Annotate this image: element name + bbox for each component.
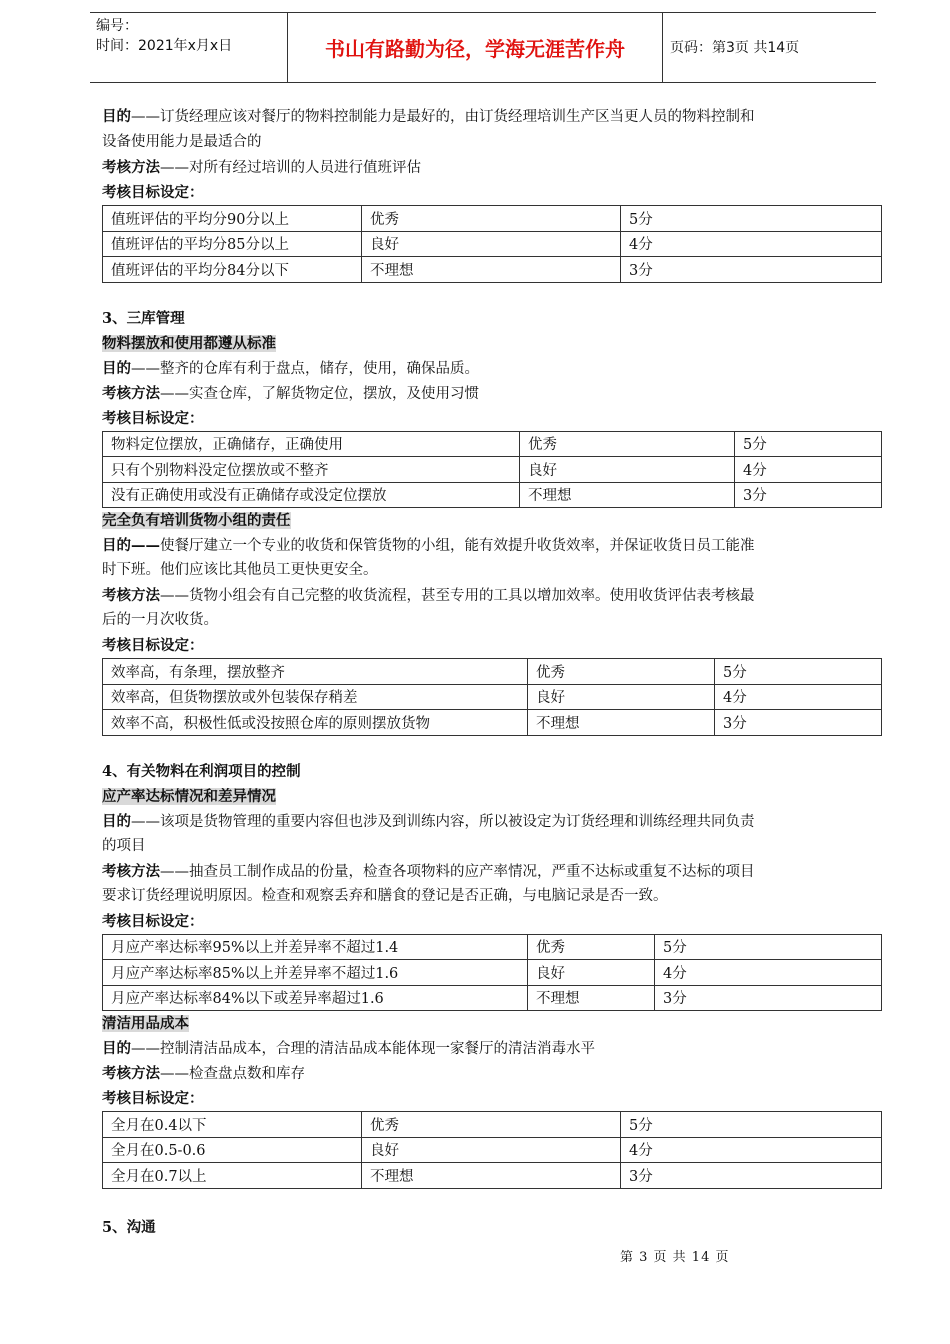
table-cell: 4分 bbox=[655, 960, 882, 986]
score-table-yield bbox=[102, 934, 882, 1012]
target-label: 考核目标设定： bbox=[102, 409, 204, 427]
table-cell: 不理想 bbox=[520, 482, 735, 508]
purpose-paragraph bbox=[102, 356, 882, 381]
table-row bbox=[103, 985, 882, 1011]
table-cell: 3分 bbox=[621, 1163, 882, 1189]
table-cell: 5分 bbox=[621, 1112, 882, 1138]
table-cell: 全月在0.4以下 bbox=[103, 1112, 362, 1138]
table-row bbox=[103, 482, 882, 508]
method-paragraph bbox=[102, 381, 882, 406]
page-header bbox=[90, 12, 876, 83]
table-cell: 优秀 bbox=[362, 206, 621, 232]
table-cell: 4分 bbox=[621, 1137, 882, 1163]
table-row bbox=[103, 1137, 882, 1163]
table-cell: 5分 bbox=[715, 659, 882, 685]
header-page-number: 页码：第3页 共14页 bbox=[670, 40, 800, 56]
table-cell: 4分 bbox=[735, 457, 882, 483]
purpose-text-cont: 的项目 bbox=[102, 837, 146, 854]
table-cell: 良好 bbox=[528, 960, 655, 986]
table-cell: 值班评估的平均分85分以上 bbox=[103, 231, 362, 257]
table-cell: 5分 bbox=[735, 431, 882, 457]
table-cell: 3分 bbox=[735, 482, 882, 508]
table-cell: 5分 bbox=[621, 206, 882, 232]
table-row bbox=[103, 257, 882, 283]
table-cell: 3分 bbox=[715, 710, 882, 736]
table-row bbox=[103, 457, 882, 483]
purpose-text-cont: 时下班。他们应该比其他员工更快更安全。 bbox=[102, 562, 378, 578]
subsection-title: 应产率达标情况和差异情况 bbox=[102, 787, 276, 805]
table-cell: 良好 bbox=[528, 684, 715, 710]
method-paragraph bbox=[102, 859, 882, 884]
page-footer: 第 3 页 共 14 页 bbox=[620, 1250, 730, 1265]
table-row bbox=[103, 934, 882, 960]
table-cell: 效率高，但货物摆放或外包装保存稍差 bbox=[103, 684, 528, 710]
purpose-paragraph bbox=[102, 104, 882, 130]
table-row bbox=[103, 1163, 882, 1189]
purpose-label: 目的—— bbox=[102, 537, 160, 554]
section-heading-4: 4、有关物料在利润项目的控制 bbox=[102, 762, 301, 780]
table-cell: 月应产率达标率95%以上并差异率不超过1.4 bbox=[103, 934, 528, 960]
method-text: ——实查仓库，了解货物定位，摆放，及使用习惯 bbox=[160, 385, 479, 402]
table-cell: 月应产率达标率85%以上并差异率不超过1.6 bbox=[103, 960, 528, 986]
subsection-title: 完全负有培训货物小组的责任 bbox=[102, 512, 291, 529]
header-number: 编号： bbox=[96, 18, 138, 34]
method-label: 考核方法 bbox=[102, 384, 160, 402]
score-table-warehouse bbox=[102, 431, 882, 509]
score-table-cleaning bbox=[102, 1111, 882, 1189]
table-cell: 全月在0.5-0.6 bbox=[103, 1137, 362, 1163]
table-cell: 良好 bbox=[362, 231, 621, 257]
target-label: 考核目标设定： bbox=[102, 184, 204, 201]
purpose-text-cont: 设备使用能力是最适合的 bbox=[102, 134, 262, 150]
purpose-text: ——控制清洁品成本，合理的清洁品成本能体现一家餐厅的清洁消毒水平 bbox=[131, 1041, 595, 1057]
subsection-title: 清洁用品成本 bbox=[102, 1015, 189, 1032]
table-cell: 3分 bbox=[655, 985, 882, 1011]
method-label: 考核方法 bbox=[102, 1065, 160, 1082]
table-cell: 不理想 bbox=[528, 985, 655, 1011]
target-label: 考核目标设定： bbox=[102, 637, 204, 654]
purpose-label: 目的 bbox=[102, 812, 131, 830]
table-cell: 不理想 bbox=[528, 710, 715, 736]
method-paragraph bbox=[102, 583, 882, 608]
table-cell: 良好 bbox=[362, 1137, 621, 1163]
method-label: 考核方法 bbox=[102, 587, 160, 604]
purpose-label: 目的 bbox=[102, 108, 131, 125]
method-text: ——货物小组会有自己完整的收货流程，甚至专用的工具以增加效率。使用收货评估表考核最 bbox=[160, 588, 755, 604]
method-label: 考核方法 bbox=[102, 159, 160, 176]
method-text: ——检查盘点数和库存 bbox=[160, 1066, 305, 1082]
section-heading-3: 3、三库管理 bbox=[102, 309, 185, 327]
table-cell: 优秀 bbox=[362, 1112, 621, 1138]
table-cell: 4分 bbox=[621, 231, 882, 257]
table-cell: 效率不高，积极性低或没按照仓库的原则摆放货物 bbox=[103, 710, 528, 736]
table-row bbox=[103, 710, 882, 736]
table-cell: 优秀 bbox=[520, 431, 735, 457]
table-cell: 月应产率达标率84%以下或差异率超过1.6 bbox=[103, 985, 528, 1011]
table-cell: 不理想 bbox=[362, 1163, 621, 1189]
table-cell: 物料定位摆放，正确储存，正确使用 bbox=[103, 431, 520, 457]
target-label: 考核目标设定： bbox=[102, 912, 204, 930]
header-meta bbox=[96, 16, 232, 56]
method-text: ——抽查员工制作成品的份量，检查各项物料的应产率情况，严重不达标或重复不达标的项目 bbox=[160, 863, 755, 880]
subsection-title: 物料摆放和使用都遵从标准 bbox=[102, 334, 276, 352]
table-cell: 优秀 bbox=[528, 934, 655, 960]
document-body bbox=[102, 104, 882, 1240]
score-table-receiving bbox=[102, 658, 882, 736]
purpose-label: 目的 bbox=[102, 359, 131, 377]
table-row bbox=[103, 684, 882, 710]
table-row bbox=[103, 431, 882, 457]
table-row bbox=[103, 206, 882, 232]
method-paragraph bbox=[102, 155, 882, 180]
target-label: 考核目标设定： bbox=[102, 1090, 204, 1107]
purpose-paragraph bbox=[102, 533, 882, 558]
method-text: ——对所有经过培训的人员进行值班评估 bbox=[160, 160, 421, 176]
table-cell: 4分 bbox=[715, 684, 882, 710]
table-cell: 没有正确使用或没有正确储存或没定位摆放 bbox=[103, 482, 520, 508]
purpose-text: ——整齐的仓库有利于盘点，储存，使用，确保品质。 bbox=[131, 360, 479, 377]
table-cell: 3分 bbox=[621, 257, 882, 283]
table-cell: 不理想 bbox=[362, 257, 621, 283]
table-cell: 全月在0.7以上 bbox=[103, 1163, 362, 1189]
table-cell: 值班评估的平均分90分以上 bbox=[103, 206, 362, 232]
table-row bbox=[103, 1112, 882, 1138]
method-label: 考核方法 bbox=[102, 862, 160, 880]
method-paragraph bbox=[102, 1061, 882, 1086]
table-row bbox=[103, 659, 882, 685]
table-cell: 优秀 bbox=[528, 659, 715, 685]
score-table-duty bbox=[102, 205, 882, 283]
method-text-cont: 后的一月次收货。 bbox=[102, 612, 218, 628]
table-row bbox=[103, 231, 882, 257]
purpose-paragraph bbox=[102, 1036, 882, 1061]
header-motto: 书山有路勤为径，学海无涯苦作舟 bbox=[287, 13, 663, 82]
purpose-text: ——订货经理应该对餐厅的物料控制能力是最好的，由订货经理培训生产区当更人员的物料控制和 bbox=[131, 109, 755, 125]
purpose-label: 目的 bbox=[102, 1040, 131, 1057]
table-cell: 效率高，有条理，摆放整齐 bbox=[103, 659, 528, 685]
table-cell: 只有个别物料没定位摆放或不整齐 bbox=[103, 457, 520, 483]
table-cell: 5分 bbox=[655, 934, 882, 960]
table-cell: 良好 bbox=[520, 457, 735, 483]
purpose-text: 使餐厅建立一个专业的收货和保管货物的小组，能有效提升收货效率，并保证收货日员工能准 bbox=[160, 538, 755, 554]
table-row bbox=[103, 960, 882, 986]
header-time: 时间：2021年x月x日 bbox=[96, 38, 233, 54]
section-heading-5: 5、沟通 bbox=[102, 1218, 156, 1236]
purpose-paragraph bbox=[102, 809, 882, 834]
table-cell: 值班评估的平均分84分以下 bbox=[103, 257, 362, 283]
purpose-text: ——该项是货物管理的重要内容但也涉及到训练内容，所以被设定为订货经理和训练经理共同负责 bbox=[131, 813, 755, 830]
method-text-cont: 要求订货经理说明原因。检查和观察丢弃和膳食的登记是否正确，与电脑记录是否一致。 bbox=[102, 887, 668, 904]
